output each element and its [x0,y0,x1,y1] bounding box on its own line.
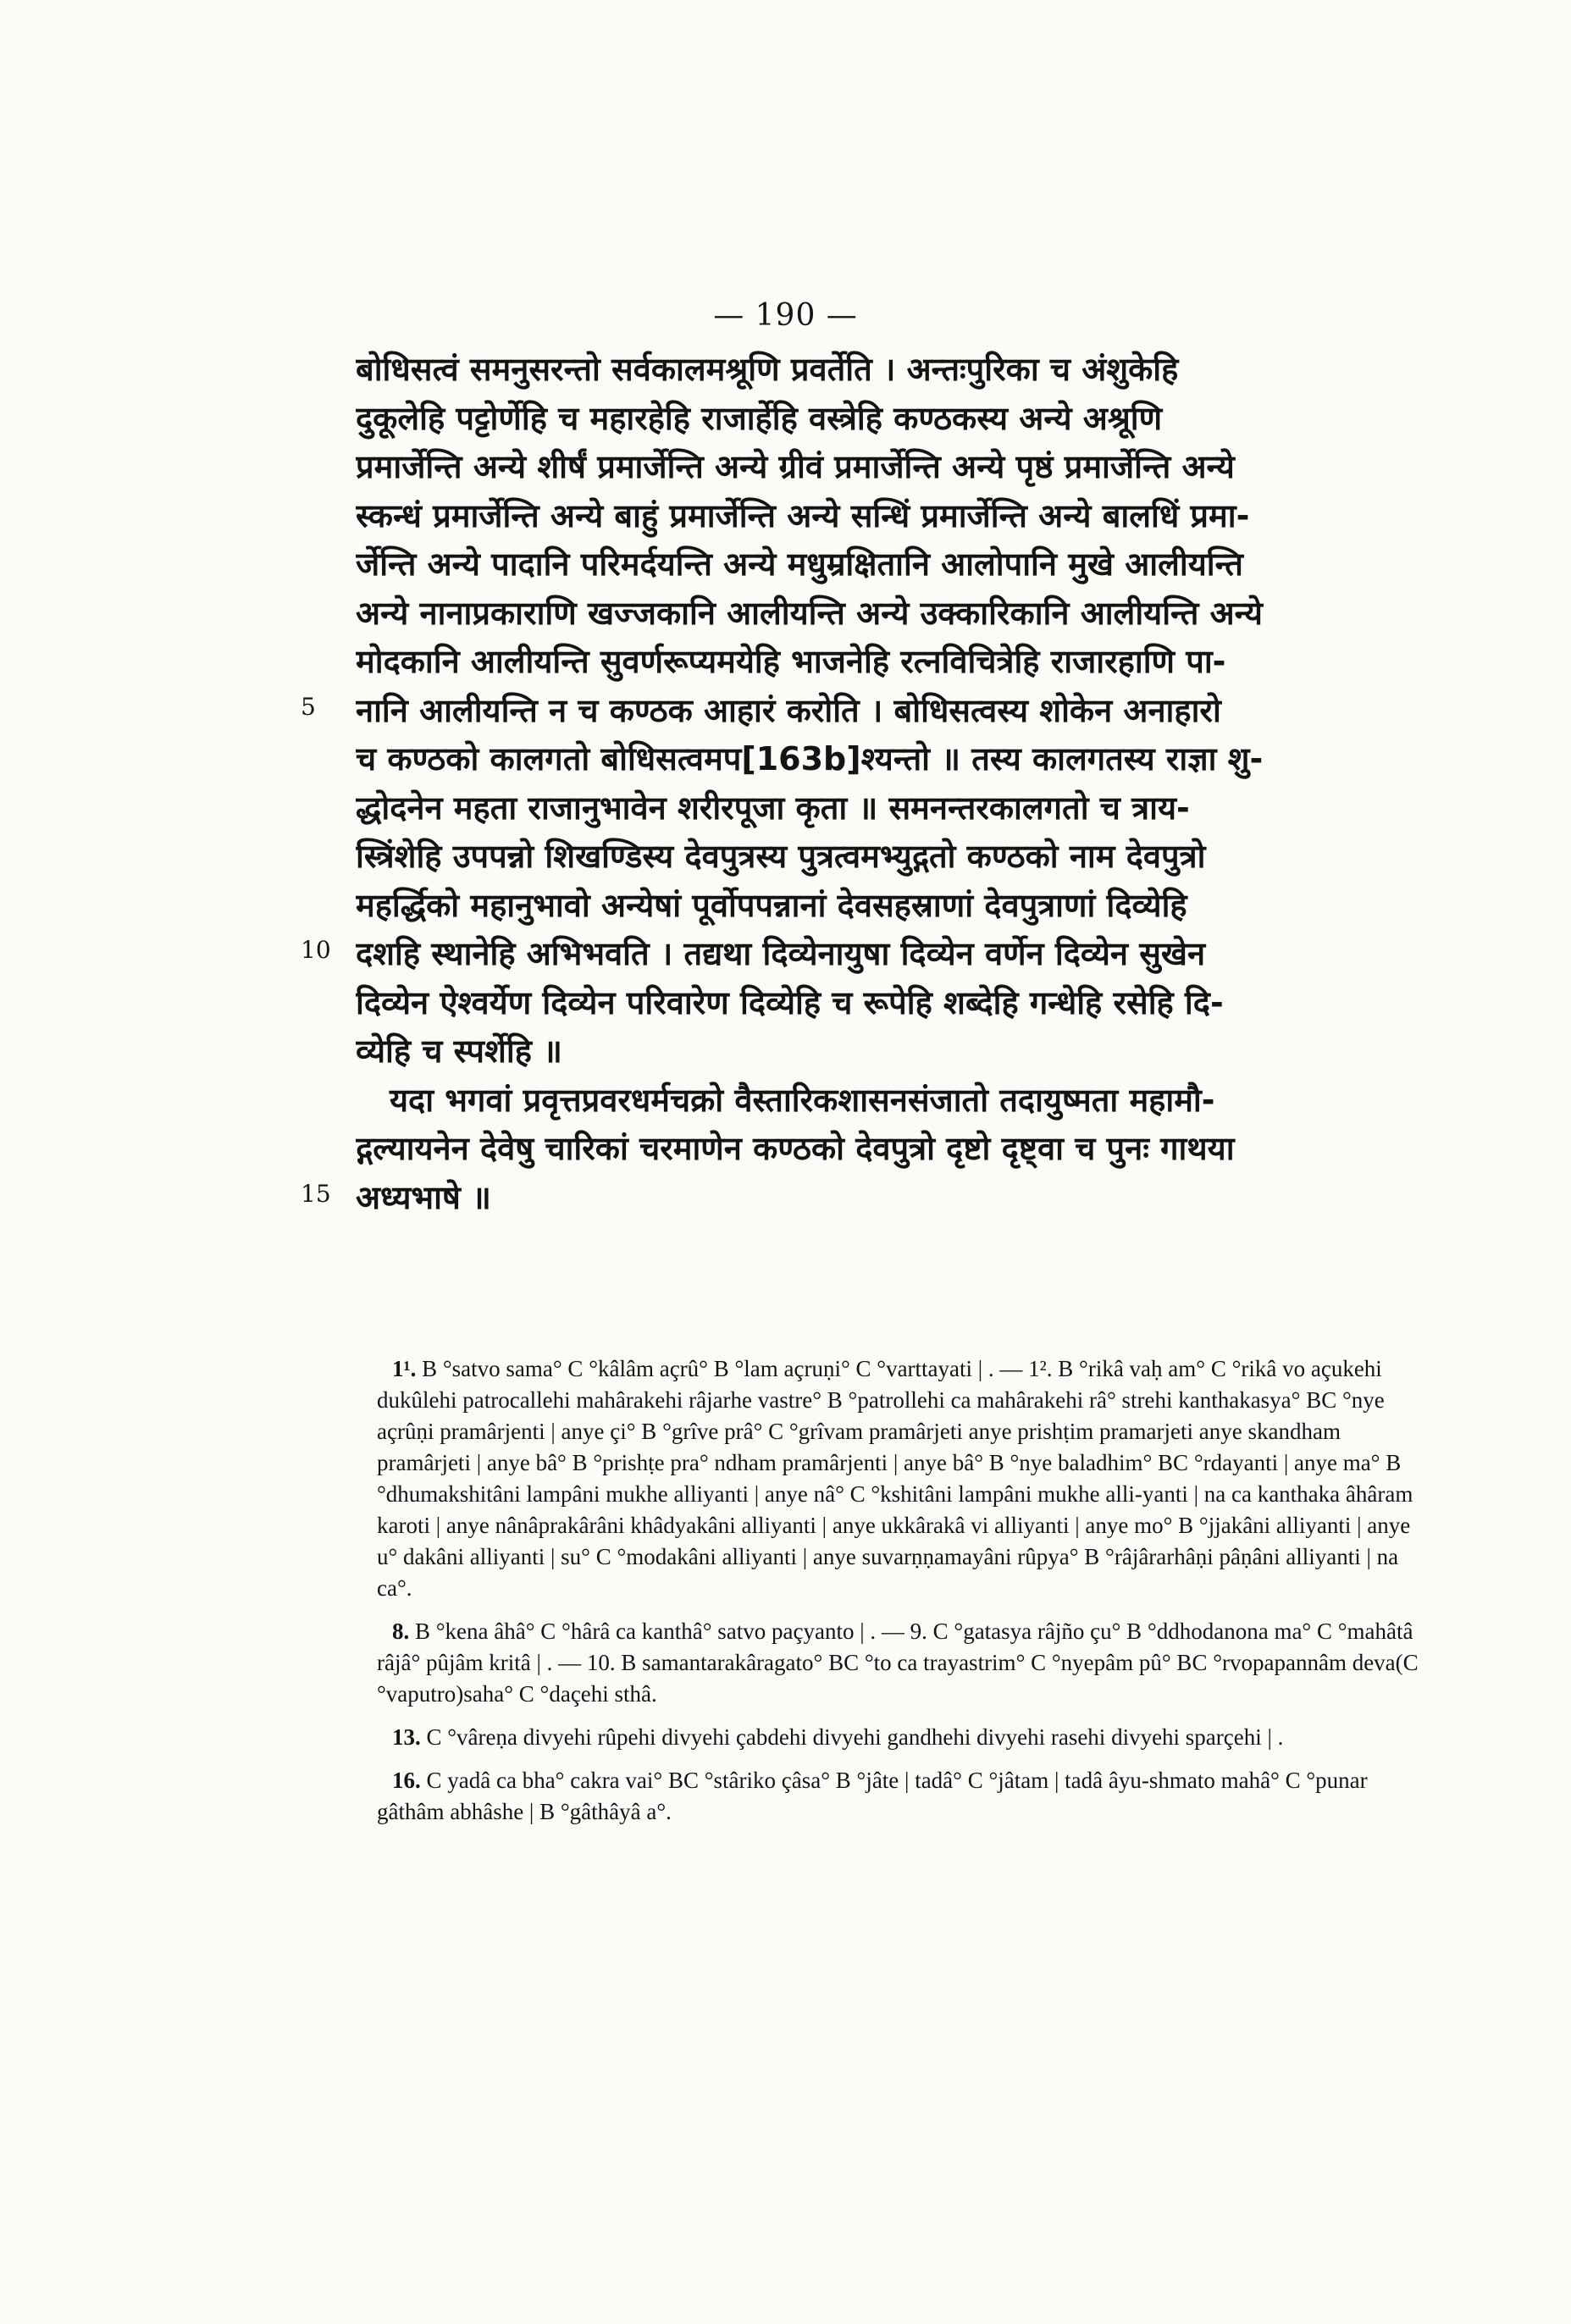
footnote-text: B °kena âhâ° C °hârâ ca kanthâ° satvo paçyanto | . — 9. C °gatasya râjño çu° B °ddhodanona ma° C °mahâtâ râjâ° pûjâm kritâ | . — 10. B samantarakâragato° BC °to ca trayastrim° C °nyepâm pû° BC °rvopapannâm deva(C °vaputro)saha° C °daçehi sthâ. [377,1618,1419,1707]
sanskrit-line: द्गल्यायनेन देवेषु चारिकां चरमाणेन कण्ठको देवपुत्रो दृष्टो दृष्ट्वा च पुनः गाथया [356,1130,1235,1167]
footnote [377,1353,1427,1604]
footnote-label: 13. [392,1724,421,1750]
sanskrit-line: स्कन्धं प्रमार्जेन्ति अन्ये बाहुं प्रमार्जेन्ति अन्ये सन्धिं प्रमार्जेन्ति अन्ये बालधिं प्रमा- [356,496,1250,534]
footnote-label: 8. [392,1618,410,1644]
sanskrit-line: नानि आलीयन्ति न च कण्ठक आहारं करोति । बोधिसत्वस्य शोकेन अनाहारो [356,691,1221,729]
sanskrit-line: मोदकानि आलीयन्ति सुवर्णरूप्यमयेहि भाजनेहि रत्नविचित्रेहि राजारहाणि पा- [356,643,1226,680]
sanskrit-line: यदा भगवां प्रवृत्तप्रवरधर्मचक्रो वैस्तारिकशासनसंजातो तदायुष्मता महामौ- [390,1081,1215,1119]
line-number-10: 10 [301,936,331,964]
sanskrit-line: र्जेन्ति अन्ये पादानि परिमर्दयन्ति अन्ये मधुम्रक्षितानि आलोपानि मुखे आलीयन्ति [356,545,1243,583]
sanskrit-line: अध्यभाषे ॥ [356,1178,491,1216]
page-number: — 190 — [713,298,858,333]
sanskrit-line: प्रमार्जेन्ति अन्ये शीर्षं प्रमार्जेन्ति अन्ये ग्रीवं प्रमार्जेन्ति अन्ये पृष्ठं प्रमार्जेन्ति अन्ये [356,448,1235,485]
sanskrit-line: महर्द्धिको महानुभावो अन्येषां पूर्वोपपन्नानां देवसहस्राणां देवपुत्राणां दिव्येहि [356,886,1187,924]
sanskrit-line: दशहि स्थानेहि अभिभवति । तद्यथा दिव्येनायुषा दिव्येन वर्णेन दिव्येन सुखेन [356,935,1206,972]
sanskrit-line: द्धोदनेन महता राजानुभावेन शरीरपूजा कृता ॥ समनन्तरकालगतो च त्राय- [356,788,1190,827]
footnote [377,1765,1427,1828]
line-number-5: 5 [301,693,316,721]
footnote [377,1722,1427,1753]
footnote-text: C °vâreṇa divyehi rûpehi divyehi çabdehi divyehi gandhehi divyehi rasehi divyehi sparçehi | . [426,1724,1284,1750]
line-number-15: 15 [301,1180,331,1208]
sanskrit-line: स्त्रिंशेहि उपपन्नो शिखण्डिस्य देवपुत्रस्य पुत्रत्वमभ्युद्गतो कण्ठको नाम देवपुत्रो [356,838,1206,875]
footnote-label: 16. [392,1768,421,1793]
sanskrit-line: दुकूलेहि पट्टोर्णेहि च महारहेहि राजार्हेहि वस्त्रेहि कण्ठकस्य अन्ये अश्रूणि [356,399,1163,437]
footnote-text: B °satvo sama° C °kâlâm açrû° B °lam açruṇi° C °varttayati | . — 1². B °rikâ vaḥ am° C °rikâ vo açukehi dukûlehi patrocallehi mahârakehi râjarhe vastre° B °patrollehi ca mahârakehi râ° strehi kanthakasya° BC °nye açrûṇi pramârjenti | anye çi° B °grîve prâ° C °grîvam pramârjeti anye prishṭim pramarjeti anye skandham pramârjeti | anye bâ° B °prishṭe pra° ndham pramârjenti | anye bâ° B °nye baladhim° BC °rdayanti | anye ma° B °dhumakshitâni lampâni mukhe alliyanti | anye nâ° C °kshitâni lampâni mukhe alli-yanti | na ca kanthaka âhâram karoti | anye nânâprakârâni khâdyakâni alliyanti | anye ukkârakâ vi alliyanti | anye mo° B °jjakâni alliyanti | anye u° dakâni alliyanti | su° C °modakâni alliyanti | anye suvarṇṇamayâni rûpya° B °râjârarhâṇi pâṇâni alliyanti | na ca°. [377,1356,1413,1601]
footnote-text: C yadâ ca bha° cakra vai° BC °stâriko çâsa° B °jâte | tadâ° C °jâtam | tadâ âyu-shmato mahâ° C °punar gâthâm abhâshe | B °gâthâyâ a°. [377,1768,1368,1824]
sanskrit-line: बोधिसत्वं समनुसरन्तो सर्वकालमश्रूणि प्रवर्तेति । अन्तःपुरिका च अंशुकेहि [356,351,1179,388]
sanskrit-text-block [356,346,1427,1222]
footnote-label: 1¹. [392,1356,417,1381]
sanskrit-line: व्येहि च स्पर्शेहि ॥ [356,1032,562,1070]
sanskrit-line: च कण्ठको कालगतो बोधिसत्वमप[163b]श्यन्तो ॥ तस्य कालगतस्य राज्ञा शु- [356,740,1264,777]
footnote [377,1616,1427,1710]
sanskrit-line: दिव्येन ऐश्वर्येण दिव्येन परिवारेण दिव्येहि च रूपेहि शब्देहि गन्धेहि रसेहि दि- [356,983,1224,1021]
footnotes-block [377,1353,1427,1840]
sanskrit-line: अन्ये नानाप्रकाराणि खज्जकानि आलीयन्ति अन्ये उक्कारिकानि आलीयन्ति अन्ये [356,594,1263,632]
